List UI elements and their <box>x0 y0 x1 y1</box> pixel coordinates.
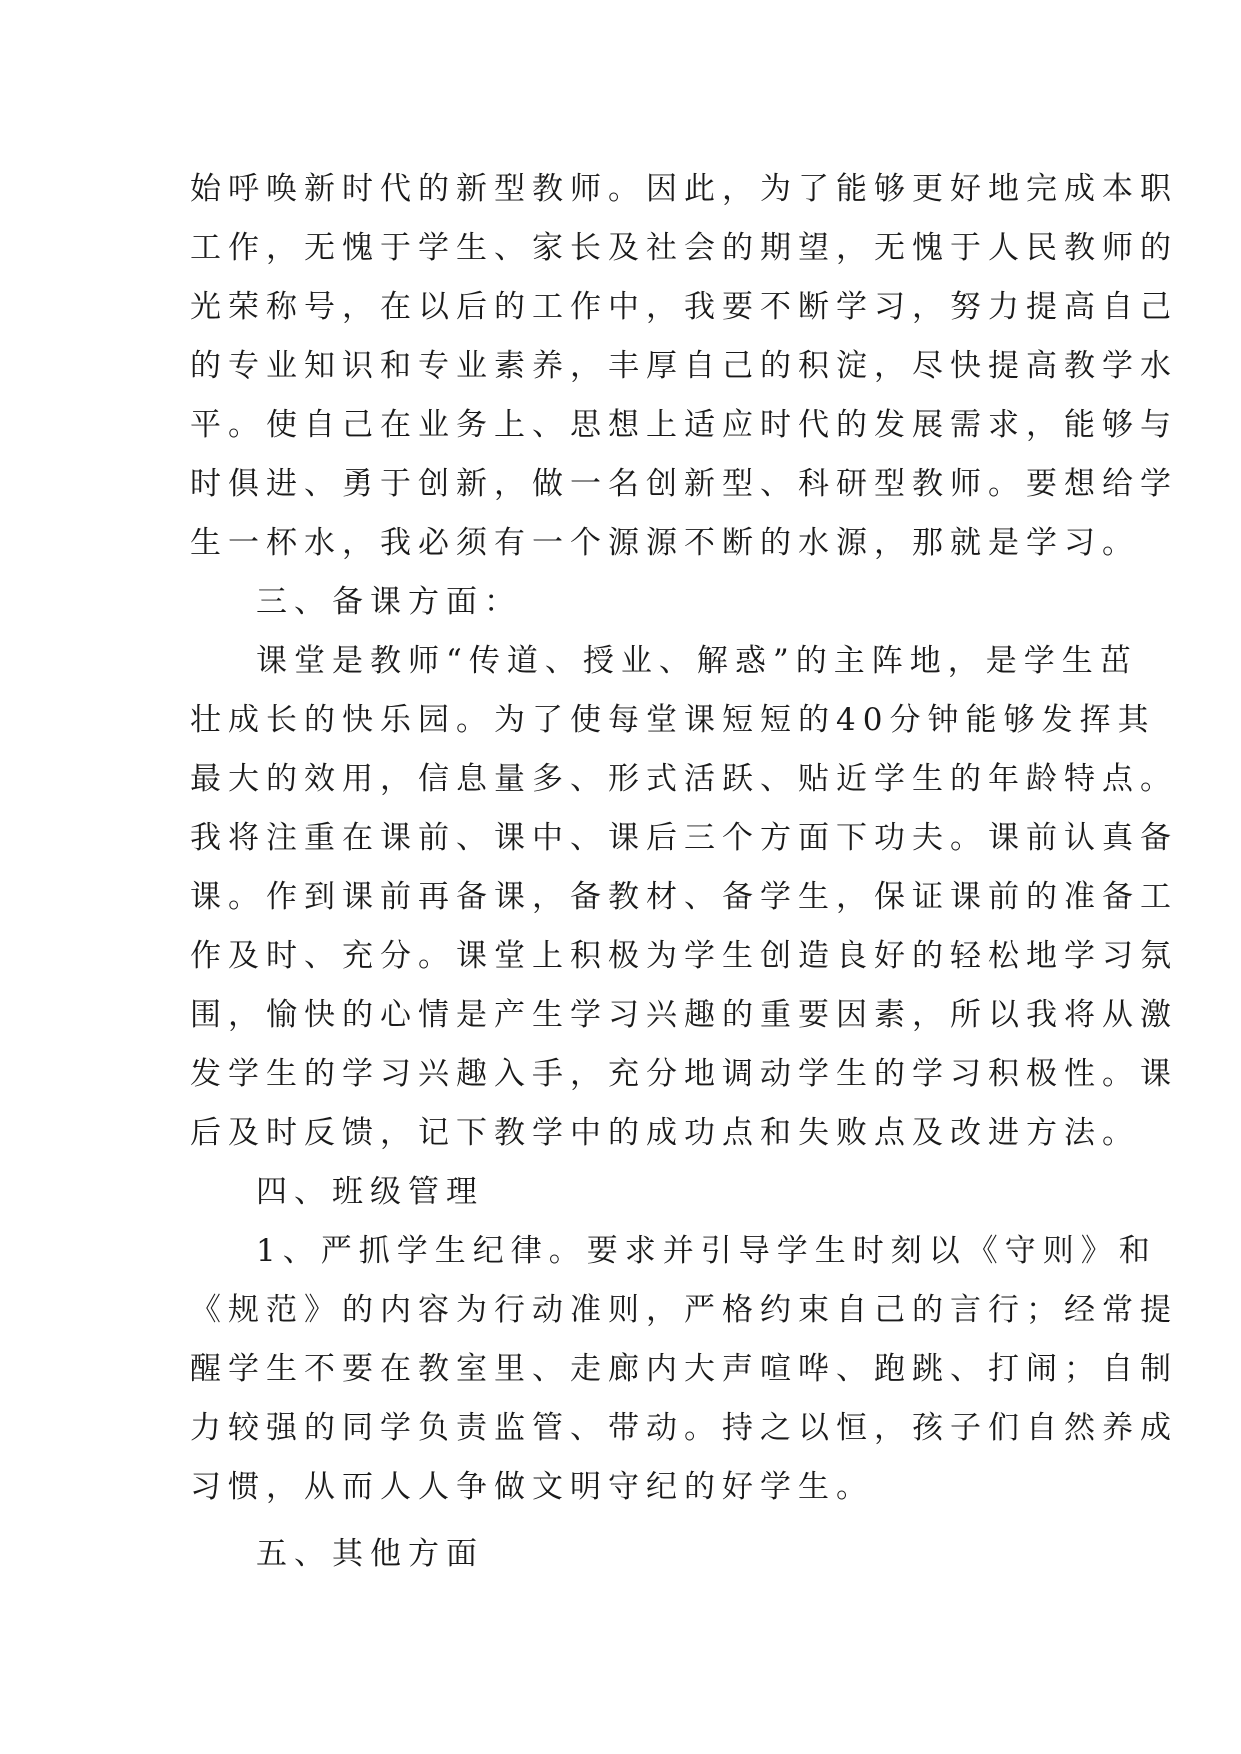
text-line: 平。使自己在业务上、思想上适应时代的发展需求，能够与 <box>190 407 1178 443</box>
text-line: 习惯，从而人人争做文明守纪的好学生。 <box>190 1469 874 1505</box>
text-line: 的专业知识和专业素养，丰厚自己的积淀，尽快提高教学水 <box>190 348 1178 384</box>
text-line: 围，愉快的心情是产生学习兴趣的重要因素，所以我将从激 <box>190 997 1178 1033</box>
text-line: 课。作到课前再备课，备教材、备学生，保证课前的准备工 <box>190 879 1178 915</box>
text-line: 作及时、充分。课堂上积极为学生创造良好的轻松地学习氛 <box>190 938 1178 974</box>
section-heading: 五、其他方面 <box>256 1536 484 1572</box>
text-line: 最大的效用，信息量多、形式活跃、贴近学生的年龄特点。 <box>190 761 1178 797</box>
text-line: 醒学生不要在教室里、走廊内大声喧哗、跑跳、打闹；自制 <box>190 1351 1178 1387</box>
body-text <box>190 160 1178 1584</box>
text-line: 后及时反馈，记下教学中的成功点和失败点及改进方法。 <box>190 1115 1140 1151</box>
text-line: 时俱进、勇于创新，做一名创新型、科研型教师。要想给学 <box>190 466 1178 502</box>
text-line: 我将注重在课前、课中、课后三个方面下功夫。课前认真备 <box>190 820 1178 856</box>
section-heading: 四、班级管理 <box>256 1174 484 1210</box>
text-line: 生一杯水，我必须有一个源源不断的水源，那就是学习。 <box>190 525 1140 561</box>
text-line: 发学生的学习兴趣入手，充分地调动学生的学习积极性。课 <box>190 1056 1178 1092</box>
text-line: 力较强的同学负责监管、带动。持之以恒，孩子们自然养成 <box>190 1410 1178 1446</box>
text-line: 光荣称号，在以后的工作中，我要不断学习，努力提高自己 <box>190 289 1178 325</box>
section-heading: 三、备课方面： <box>256 584 522 620</box>
text-line: 工作，无愧于学生、家长及社会的期望，无愧于人民教师的 <box>190 230 1178 266</box>
text-line: 课堂是教师“传道、授业、解惑”的主阵地，是学生茁 <box>256 643 1138 679</box>
text-line: 始呼唤新时代的新型教师。因此，为了能够更好地完成本职 <box>190 171 1178 207</box>
text-line: 《规范》的内容为行动准则，严格约束自己的言行；经常提 <box>190 1292 1178 1328</box>
text-line: 壮成长的快乐园。为了使每堂课短短的40分钟能够发挥其 <box>190 702 1156 738</box>
text-line: 1、严抓学生纪律。要求并引导学生时刻以《守则》和 <box>256 1233 1157 1269</box>
